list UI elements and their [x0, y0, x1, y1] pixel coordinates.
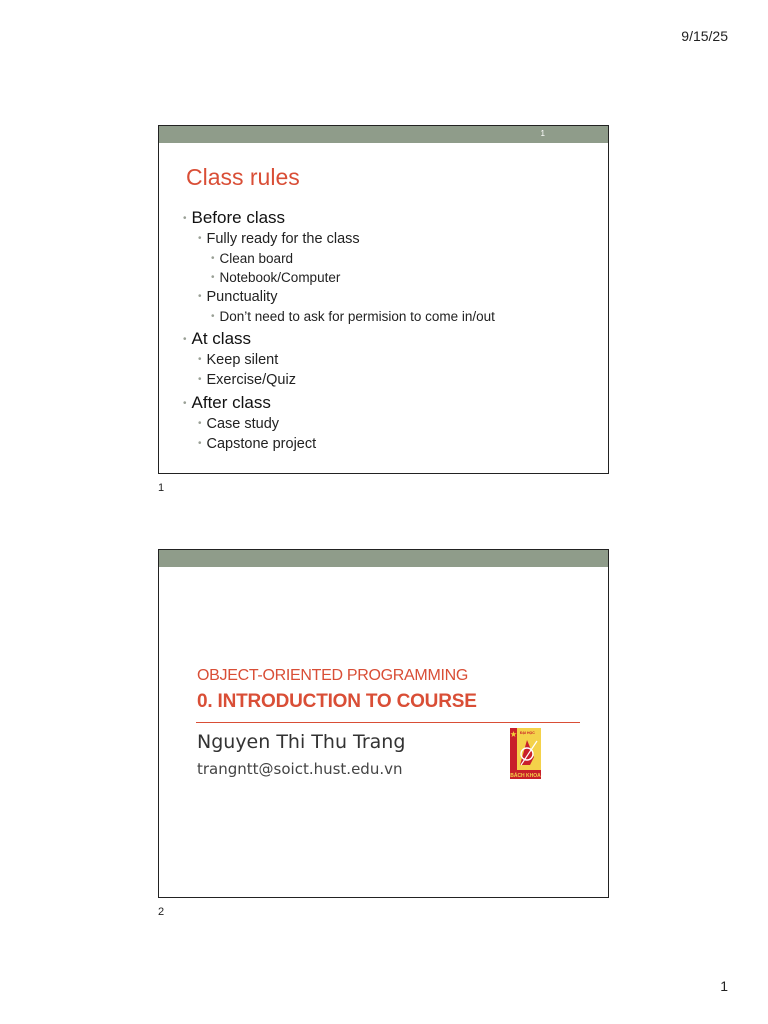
university-logo	[509, 727, 542, 780]
bullet-list	[183, 207, 495, 454]
list-item: • Clean board	[211, 251, 294, 266]
slide-1	[158, 125, 609, 474]
slide-caption: 1	[158, 482, 165, 494]
slide-caption: 2	[158, 906, 165, 918]
author-email: trangntt@soict.hust.edu.vn	[197, 760, 403, 778]
bullet-icon: •	[198, 233, 202, 244]
page-number: 1	[720, 978, 728, 994]
bullet-icon: •	[198, 354, 202, 365]
page-date: 9/15/25	[681, 28, 728, 44]
slide-bar-number: 1	[540, 129, 545, 138]
list-item: • After class	[183, 393, 271, 412]
list-item: • Fully ready for the class	[198, 231, 360, 247]
list-item: • Exercise/Quiz	[198, 372, 296, 388]
slide-header-bar	[159, 550, 608, 567]
bullet-icon: •	[211, 272, 215, 283]
bullet-icon: •	[198, 438, 202, 449]
title-divider	[196, 722, 580, 723]
list-item: • Case study	[198, 416, 280, 432]
list-item: • At class	[183, 329, 252, 348]
course-subtitle: OBJECT-ORIENTED PROGRAMMING	[197, 667, 469, 684]
author-name: Nguyen Thi Thu Trang	[197, 731, 406, 753]
list-item: • Notebook/Computer	[211, 270, 341, 285]
logo-bottom-text: BÁCH KHOA	[510, 773, 541, 779]
list-item: • Punctuality	[198, 289, 278, 305]
slide-2	[158, 549, 609, 898]
bullet-icon: •	[198, 374, 202, 385]
bullet-icon: •	[211, 253, 215, 264]
list-item: • Capstone project	[198, 436, 317, 452]
list-item: • Before class	[183, 208, 286, 227]
slide-title: Class rules	[186, 164, 300, 190]
list-item: • Don’t need to ask for permision to come in/out	[211, 309, 495, 324]
bullet-icon: •	[183, 334, 187, 345]
bullet-icon: •	[211, 311, 215, 322]
bullet-icon: •	[198, 418, 202, 429]
bullet-icon: •	[198, 291, 202, 302]
bullet-icon: •	[183, 213, 187, 224]
logo-top-text: ĐẠI HỌC	[520, 731, 535, 735]
bullet-icon: •	[183, 398, 187, 409]
course-title: 0. INTRODUCTION TO COURSE	[197, 691, 477, 712]
list-item: • Keep silent	[198, 352, 279, 368]
slide-header-bar	[159, 126, 608, 143]
